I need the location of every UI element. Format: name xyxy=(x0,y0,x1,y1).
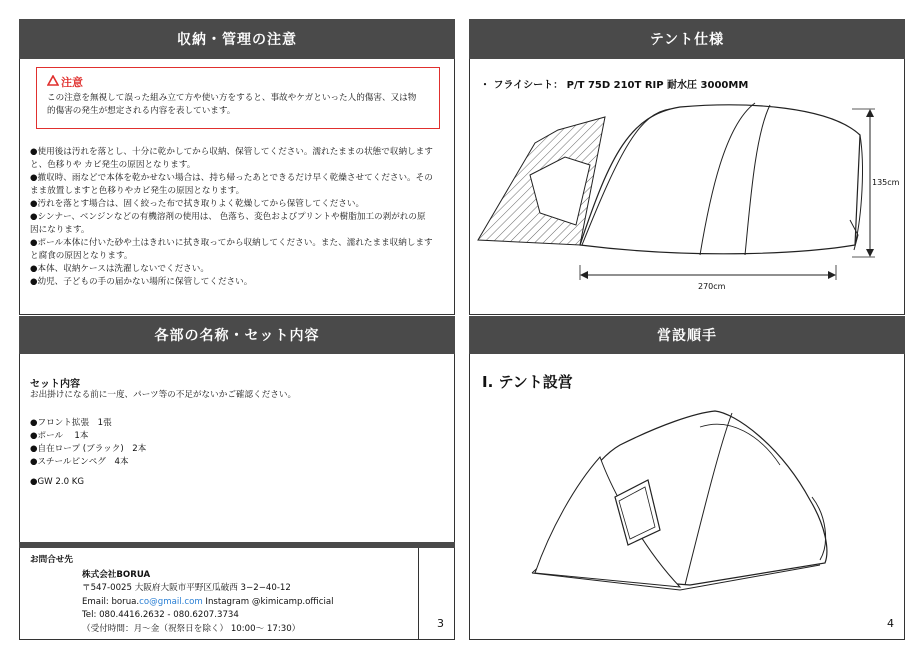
warning-triangle-icon xyxy=(47,75,59,89)
tent-spec-header-text: テント仕様 xyxy=(649,32,725,48)
height-dimension-label: 135cm xyxy=(872,178,900,187)
contact-email-prefix: Email: borua. xyxy=(82,596,140,607)
note-line: ●汚れを落とす場合は、固く絞った布で拭き取りよく乾燥してから保管してください。 xyxy=(30,199,365,209)
set-contents-title: セット内容 xyxy=(30,379,80,390)
page-number-3: 3 xyxy=(437,617,444,630)
note-line: と腐食の原因となります。 xyxy=(30,251,133,261)
note-line: ●使用後は汚れを落とし、十分に乾かしてから収納、保管してください。濡れたままの状態で収納します xyxy=(30,147,433,157)
setup-section-title: I. テント設営 xyxy=(482,373,573,391)
set-contents-intro: お出掛けになる前に一度、パーツ等の不足がないかご確認ください。 xyxy=(30,390,297,400)
set-item: ●自在ロープ (ブラック) 2本 xyxy=(30,444,147,454)
warning-body xyxy=(47,92,429,118)
contact-email-link[interactable]: co@gmail.com xyxy=(139,596,203,607)
fly-sheet-spec: ・ フライシート： P/T 75D 210T RIP 耐水圧 3000MM xyxy=(480,80,749,91)
tent-dimension-diagram xyxy=(470,95,904,300)
warning-body-line: この注意を無視して誤った組み立て方や使い方をすると、事故やケガといった人的傷害、又は物 xyxy=(47,93,417,103)
contact-instagram: Instagram @kimicamp.official xyxy=(202,596,334,607)
page-number-4: 4 xyxy=(887,617,894,630)
storage-notes xyxy=(30,146,450,289)
note-line: と、色移りや カビ発生の原因となります。 xyxy=(30,160,196,170)
width-dimension-label: 270cm xyxy=(698,282,726,291)
note-line: ●本体、収納ケースは洗濯しないでください。 xyxy=(30,264,209,274)
note-line: ●撤収時、雨などで本体を乾かせない場合は、持ち帰ったあとできるだけ早く乾燥させてください。その xyxy=(30,173,433,183)
set-items-list xyxy=(30,417,146,469)
note-line: 因になります。 xyxy=(30,225,90,235)
note-line: まま放置しますと色移りやカビ発生の原因となります。 xyxy=(30,186,245,196)
note-line: ●ポール本体に付いた砂や土はきれいに拭き取ってから収納してください。また、濡れたまま収納します xyxy=(30,238,433,248)
tent-setup-illustration xyxy=(520,405,840,605)
contact-tel: Tel: 080.4416.2632 - 080.6207.3734 xyxy=(82,610,239,620)
contact-block xyxy=(30,554,334,636)
weight-spec: ●GW 2.0 KG xyxy=(30,477,85,487)
warning-body-line: 的傷害の発生が想定される内容を表しています。 xyxy=(47,106,236,116)
note-line: ●幼児、子どもの手の届かない場所に保管してください。 xyxy=(30,277,253,287)
tent-spec-header xyxy=(469,19,905,59)
setup-header-text: 営設順手 xyxy=(657,328,717,344)
contact-address: 〒547-0025 大阪府大阪市平野区瓜破西 3−2−40-12 xyxy=(82,583,291,593)
contact-hours: （受付時間：月〜金（祝祭日を除く） 10:00〜 17:30） xyxy=(82,623,301,634)
contact-email-line xyxy=(30,596,334,610)
contact-label: お問合せ先 xyxy=(30,555,73,565)
warning-title xyxy=(47,74,429,90)
set-item: ●スチールピンペグ 4本 xyxy=(30,457,129,467)
note-line: ●シンナー、ベンジンなどの有機溶剤の使用は、 色落ち、変色およびプリントや樹脂加工の剥がれの原 xyxy=(30,212,426,222)
set-item: ●ポール 1本 xyxy=(30,431,89,441)
footer-bar xyxy=(19,542,455,548)
storage-care-header xyxy=(19,19,455,59)
contact-company: 株式会社BORUA xyxy=(82,569,151,580)
warning-title-text: 注意 xyxy=(61,76,83,89)
parts-header xyxy=(19,316,455,354)
warning-box xyxy=(36,67,440,129)
storage-care-header-text: 収納・管理の注意 xyxy=(177,32,297,48)
setup-header xyxy=(469,316,905,354)
parts-header-text: 各部の名称・セット内容 xyxy=(154,328,320,344)
footer-divider xyxy=(418,548,419,640)
set-item: ●フロント拡張 1張 xyxy=(30,418,112,428)
